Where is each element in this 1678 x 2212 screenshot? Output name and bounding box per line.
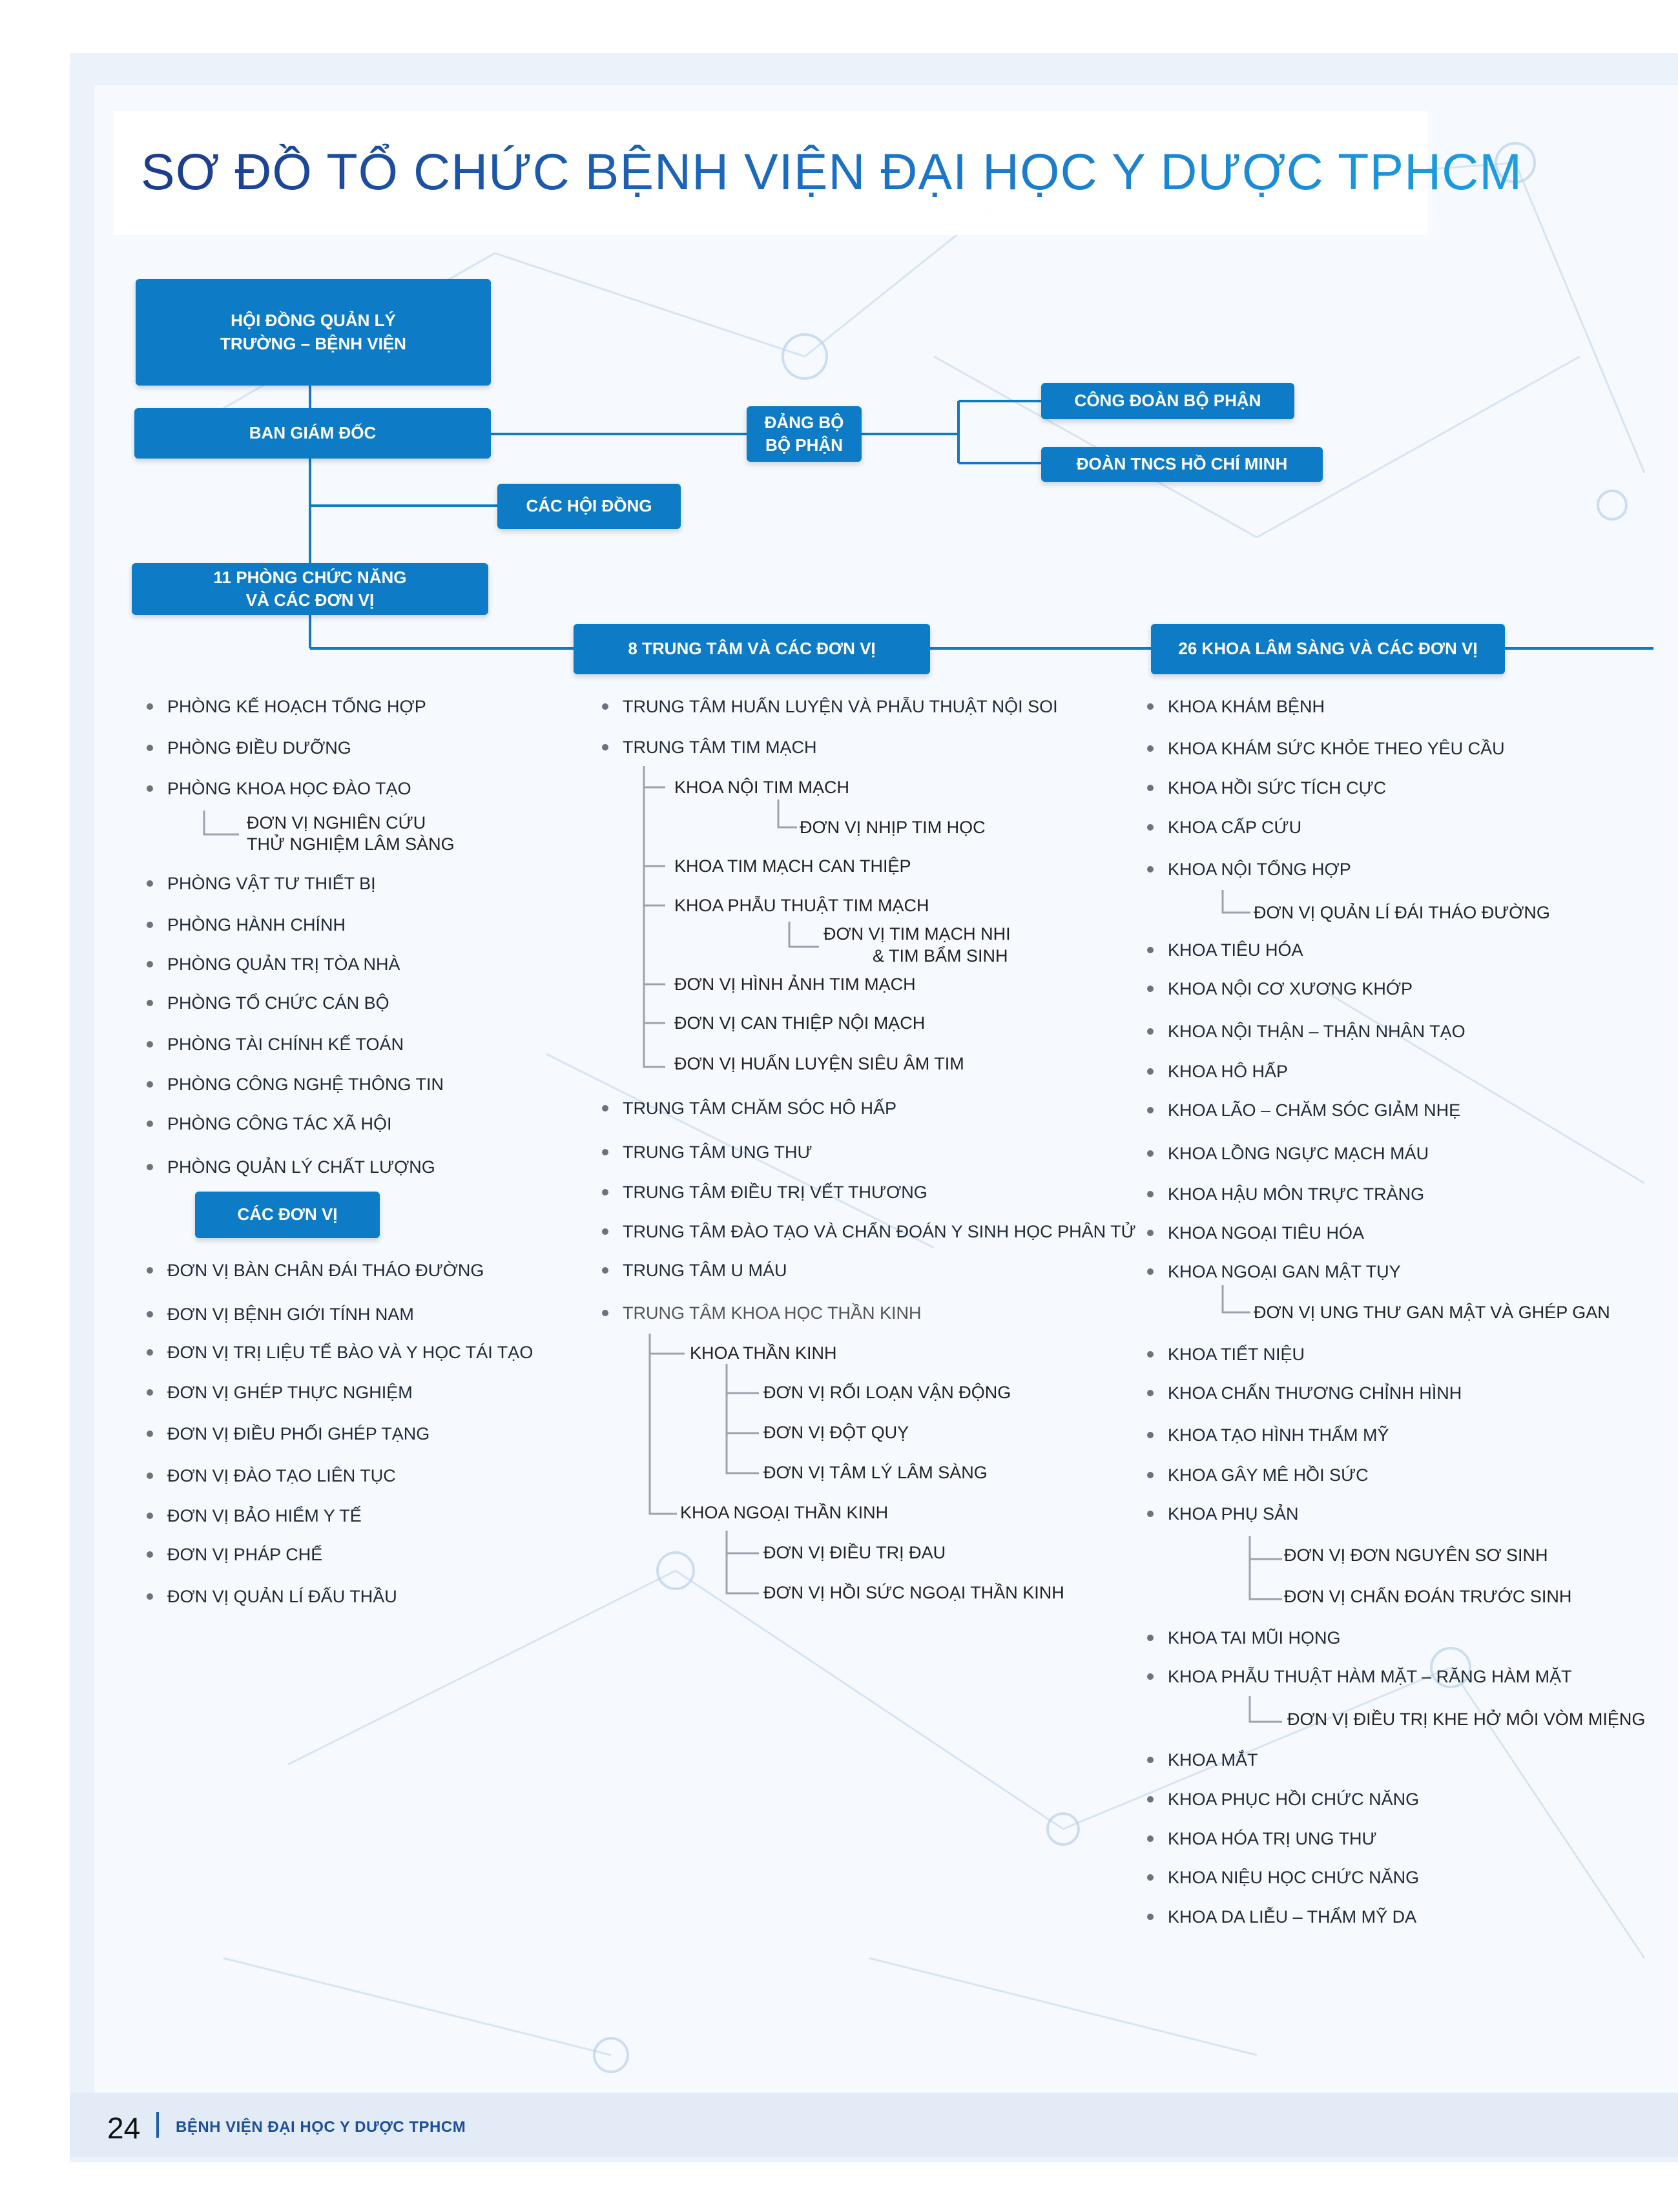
list-item[interactable]: TRUNG TÂM CHĂM SÓC HÔ HẤP — [623, 1099, 897, 1118]
list-item[interactable]: ĐƠN VỊ GHÉP THỰC NGHIỆM — [167, 1383, 413, 1402]
list-item[interactable]: PHÒNG QUẢN LÝ CHẤT LƯỢNG — [167, 1157, 435, 1177]
list-item[interactable]: KHOA NỘI TỔNG HỢP — [1168, 860, 1351, 879]
page-number: 24 — [107, 2111, 141, 2145]
sub-item[interactable]: KHOA NGOẠI THẦN KINH — [680, 1503, 889, 1522]
list-item[interactable]: KHOA TIẾT NIỆU — [1168, 1345, 1305, 1364]
sub-item[interactable]: ĐƠN VỊ TÂM LÝ LÂM SÀNG — [763, 1463, 988, 1482]
sub-item[interactable]: ĐƠN VỊ HÌNH ẢNH TIM MẠCH — [674, 975, 916, 994]
list-item[interactable]: KHOA HÔ HẤP — [1168, 1062, 1289, 1081]
list-item[interactable]: TRUNG TÂM UNG THƯ — [623, 1142, 813, 1162]
list-item[interactable]: ĐƠN VỊ QUẢN LÍ ĐẤU THẦU — [167, 1587, 397, 1606]
party-committee-line2: BỘ PHẬN — [765, 435, 843, 455]
sub-item[interactable]: ĐƠN VỊ ĐIỀU TRỊ KHE HỞ MÔI VÒM MIỆNG — [1287, 1710, 1646, 1729]
list-item[interactable]: KHOA PHẪU THUẬT HÀM MẶT – RĂNG HÀM MẶT — [1168, 1667, 1572, 1686]
sub-item[interactable]: ĐƠN VỊ TIM MẠCH NHI — [823, 924, 1011, 944]
list-item[interactable]: KHOA CHẤN THƯƠNG CHỈNH HÌNH — [1168, 1383, 1462, 1403]
list-item[interactable]: TRUNG TÂM U MÁU — [623, 1261, 787, 1280]
sub-item[interactable]: ĐƠN VỊ UNG THƯ GAN MẬT VÀ GHÉP GAN — [1254, 1303, 1610, 1322]
list-item[interactable]: KHOA MẮT — [1168, 1750, 1258, 1770]
sub-item[interactable]: THỬ NGHIỆM LÂM SÀNG — [247, 834, 455, 854]
functional-departments-line1: 11 PHÒNG CHỨC NĂNG — [213, 567, 407, 587]
list-item[interactable]: KHOA KHÁM BỆNH — [1168, 697, 1325, 716]
sub-item[interactable]: KHOA PHẪU THUẬT TIM MẠCH — [674, 896, 929, 915]
sub-item[interactable]: ĐƠN VỊ CHẨN ĐOÁN TRƯỚC SINH — [1284, 1587, 1572, 1606]
centers-box[interactable]: 8 TRUNG TÂM VÀ CÁC ĐƠN VỊ — [574, 624, 930, 674]
list-item[interactable]: KHOA NỘI THẬN – THẬN NHÂN TẠO — [1168, 1022, 1466, 1041]
list-item[interactable]: KHOA PHỤC HỒI CHỨC NĂNG — [1168, 1790, 1420, 1809]
list-item[interactable]: PHÒNG TÀI CHÍNH KẾ TOÁN — [167, 1035, 404, 1054]
sub-item[interactable]: ĐƠN VỊ RỐI LOẠN VẬN ĐỘNG — [763, 1383, 1011, 1402]
list-item[interactable]: KHOA KHÁM SỨC KHỎE THEO YÊU CẦU — [1168, 739, 1505, 758]
units-box[interactable]: CÁC ĐƠN VỊ — [195, 1192, 380, 1238]
list-item[interactable]: KHOA TẠO HÌNH THẨM MỸ — [1168, 1425, 1389, 1445]
clinical-departments-box[interactable]: 26 KHOA LÂM SÀNG VÀ CÁC ĐƠN VỊ — [1151, 624, 1505, 674]
list-item[interactable]: ĐƠN VỊ TRỊ LIỆU TẾ BÀO VÀ Y HỌC TÁI TẠO — [167, 1343, 533, 1362]
list-item[interactable]: ĐƠN VỊ ĐIỀU PHỐI GHÉP TẠNG — [167, 1424, 430, 1443]
list-item[interactable]: PHÒNG TỔ CHỨC CÁN BỘ — [167, 993, 389, 1013]
list-item[interactable]: PHÒNG QUẢN TRỊ TÒA NHÀ — [167, 955, 400, 974]
party-committee-line1: ĐẢNG BỘ — [764, 412, 844, 432]
page-title: SƠ ĐỒ TỔ CHỨC BỆNH VIỆN ĐẠI HỌC Y DƯỢC TPHCM — [141, 143, 1523, 200]
sub-item[interactable]: ĐƠN VỊ NGHIÊN CỨU — [247, 813, 426, 832]
list-item[interactable]: KHOA CẤP CỨU — [1168, 818, 1302, 837]
list-item[interactable]: ĐƠN VỊ ĐÀO TẠO LIÊN TỤC — [167, 1466, 396, 1485]
sub-item[interactable]: KHOA NỘI TIM MẠCH — [674, 778, 850, 797]
list-item[interactable]: TRUNG TÂM TIM MẠCH — [623, 738, 817, 757]
sub-item[interactable]: & TIM BẨM SINH — [873, 946, 1008, 966]
party-committee-box[interactable] — [747, 406, 862, 462]
sub-item[interactable]: ĐƠN VỊ ĐIỀU TRỊ ĐAU — [763, 1543, 946, 1562]
list-item[interactable]: TRUNG TÂM HUẤN LUYỆN VÀ PHẪU THUẬT NỘI SOI — [623, 697, 1058, 716]
list-item[interactable]: KHOA PHỤ SẢN — [1168, 1504, 1299, 1524]
footer-text: BỆNH VIỆN ĐẠI HỌC Y DƯỢC TPHCM — [176, 2118, 466, 2136]
list-item[interactable]: KHOA NGOẠI GAN MẬT TỤY — [1168, 1262, 1401, 1281]
sub-item[interactable]: ĐƠN VỊ HỒI SỨC NGOẠI THẦN KINH — [763, 1583, 1064, 1602]
youth-union-box[interactable]: ĐOÀN TNCS HỒ CHÍ MINH — [1041, 447, 1323, 482]
management-council-line2: TRƯỜNG – BỆNH VIỆN — [220, 333, 406, 353]
management-council-box[interactable] — [136, 279, 491, 386]
list-item[interactable]: TRUNG TÂM ĐIỀU TRỊ VẾT THƯƠNG — [623, 1183, 927, 1202]
list-item[interactable]: TRUNG TÂM ĐÀO TẠO VÀ CHẨN ĐOÁN Y SINH HỌC PHÂN TỬ — [623, 1222, 1136, 1241]
list-item[interactable]: ĐƠN VỊ BÀN CHÂN ĐÁI THÁO ĐƯỜNG — [167, 1261, 484, 1280]
sub-item[interactable]: ĐƠN VỊ CAN THIỆP NỘI MẠCH — [674, 1013, 926, 1033]
board-of-directors-box[interactable]: BAN GIÁM ĐỐC — [134, 408, 491, 459]
list-item[interactable]: PHÒNG CÔNG TÁC XÃ HỘI — [167, 1114, 392, 1133]
list-item[interactable]: KHOA TAI MŨI HỌNG — [1168, 1628, 1341, 1648]
list-item[interactable]: KHOA GÂY MÊ HỒI SỨC — [1168, 1465, 1369, 1485]
functional-departments-box[interactable] — [132, 563, 488, 615]
management-council-line1: HỘI ĐỒNG QUẢN LÝ — [231, 311, 396, 331]
sub-item[interactable]: ĐƠN VỊ HUẤN LUYỆN SIÊU ÂM TIM — [674, 1054, 964, 1073]
functional-departments-line2: VÀ CÁC ĐƠN VỊ — [245, 590, 375, 610]
list-item[interactable]: KHOA TIÊU HÓA — [1168, 940, 1303, 960]
list-item[interactable]: KHOA NIỆU HỌC CHỨC NĂNG — [1168, 1868, 1420, 1887]
list-item[interactable]: KHOA HỒI SỨC TÍCH CỰC — [1168, 778, 1387, 798]
list-item[interactable]: PHÒNG VẬT TƯ THIẾT BỊ — [167, 874, 376, 893]
list-item[interactable]: KHOA LỒNG NGỰC MẠCH MÁU — [1168, 1144, 1429, 1163]
footer-divider — [156, 2112, 159, 2138]
sub-item[interactable]: ĐƠN VỊ NHỊP TIM HỌC — [800, 818, 986, 837]
list-item[interactable]: PHÒNG HÀNH CHÍNH — [167, 915, 346, 935]
list-item[interactable]: PHÒNG CÔNG NGHỆ THÔNG TIN — [167, 1075, 444, 1094]
list-item[interactable]: KHOA NỘI CƠ XƯƠNG KHỚP — [1168, 979, 1413, 998]
councils-box[interactable]: CÁC HỘI ĐỒNG — [497, 484, 681, 529]
sub-item[interactable]: KHOA THẦN KINH — [690, 1343, 837, 1363]
sub-item[interactable]: ĐƠN VỊ ĐỘT QUỴ — [763, 1423, 909, 1442]
list-item[interactable]: KHOA DA LIỄU – THẨM MỸ DA — [1168, 1907, 1417, 1927]
sub-item[interactable]: ĐƠN VỊ QUẢN LÍ ĐÁI THÁO ĐƯỜNG — [1254, 903, 1550, 922]
trade-union-box[interactable]: CÔNG ĐOÀN BỘ PHẬN — [1041, 383, 1294, 419]
list-item[interactable]: ĐƠN VỊ BẢO HIỂM Y TẾ — [167, 1506, 362, 1525]
list-item[interactable]: ĐƠN VỊ BỆNH GIỚI TÍNH NAM — [167, 1305, 414, 1324]
list-item[interactable]: KHOA HẬU MÔN TRỰC TRÀNG — [1168, 1184, 1425, 1204]
sub-item[interactable]: KHOA TIM MẠCH CAN THIỆP — [674, 856, 911, 876]
list-item[interactable]: TRUNG TÂM KHOA HỌC THẦN KINH — [623, 1303, 922, 1323]
list-item[interactable]: PHÒNG ĐIỀU DƯỠNG — [167, 738, 351, 758]
list-item[interactable]: KHOA NGOẠI TIÊU HÓA — [1168, 1223, 1365, 1243]
list-item[interactable]: KHOA LÃO – CHĂM SÓC GIẢM NHẸ — [1168, 1101, 1461, 1120]
list-item[interactable]: ĐƠN VỊ PHÁP CHẾ — [167, 1545, 323, 1564]
sub-item[interactable]: ĐƠN VỊ ĐƠN NGUYÊN SƠ SINH — [1284, 1545, 1548, 1565]
list-item[interactable]: KHOA HÓA TRỊ UNG THƯ — [1168, 1829, 1377, 1848]
list-item[interactable]: PHÒNG KẾ HOẠCH TỔNG HỢP — [167, 697, 426, 716]
list-item[interactable]: PHÒNG KHOA HỌC ĐÀO TẠO — [167, 779, 411, 798]
